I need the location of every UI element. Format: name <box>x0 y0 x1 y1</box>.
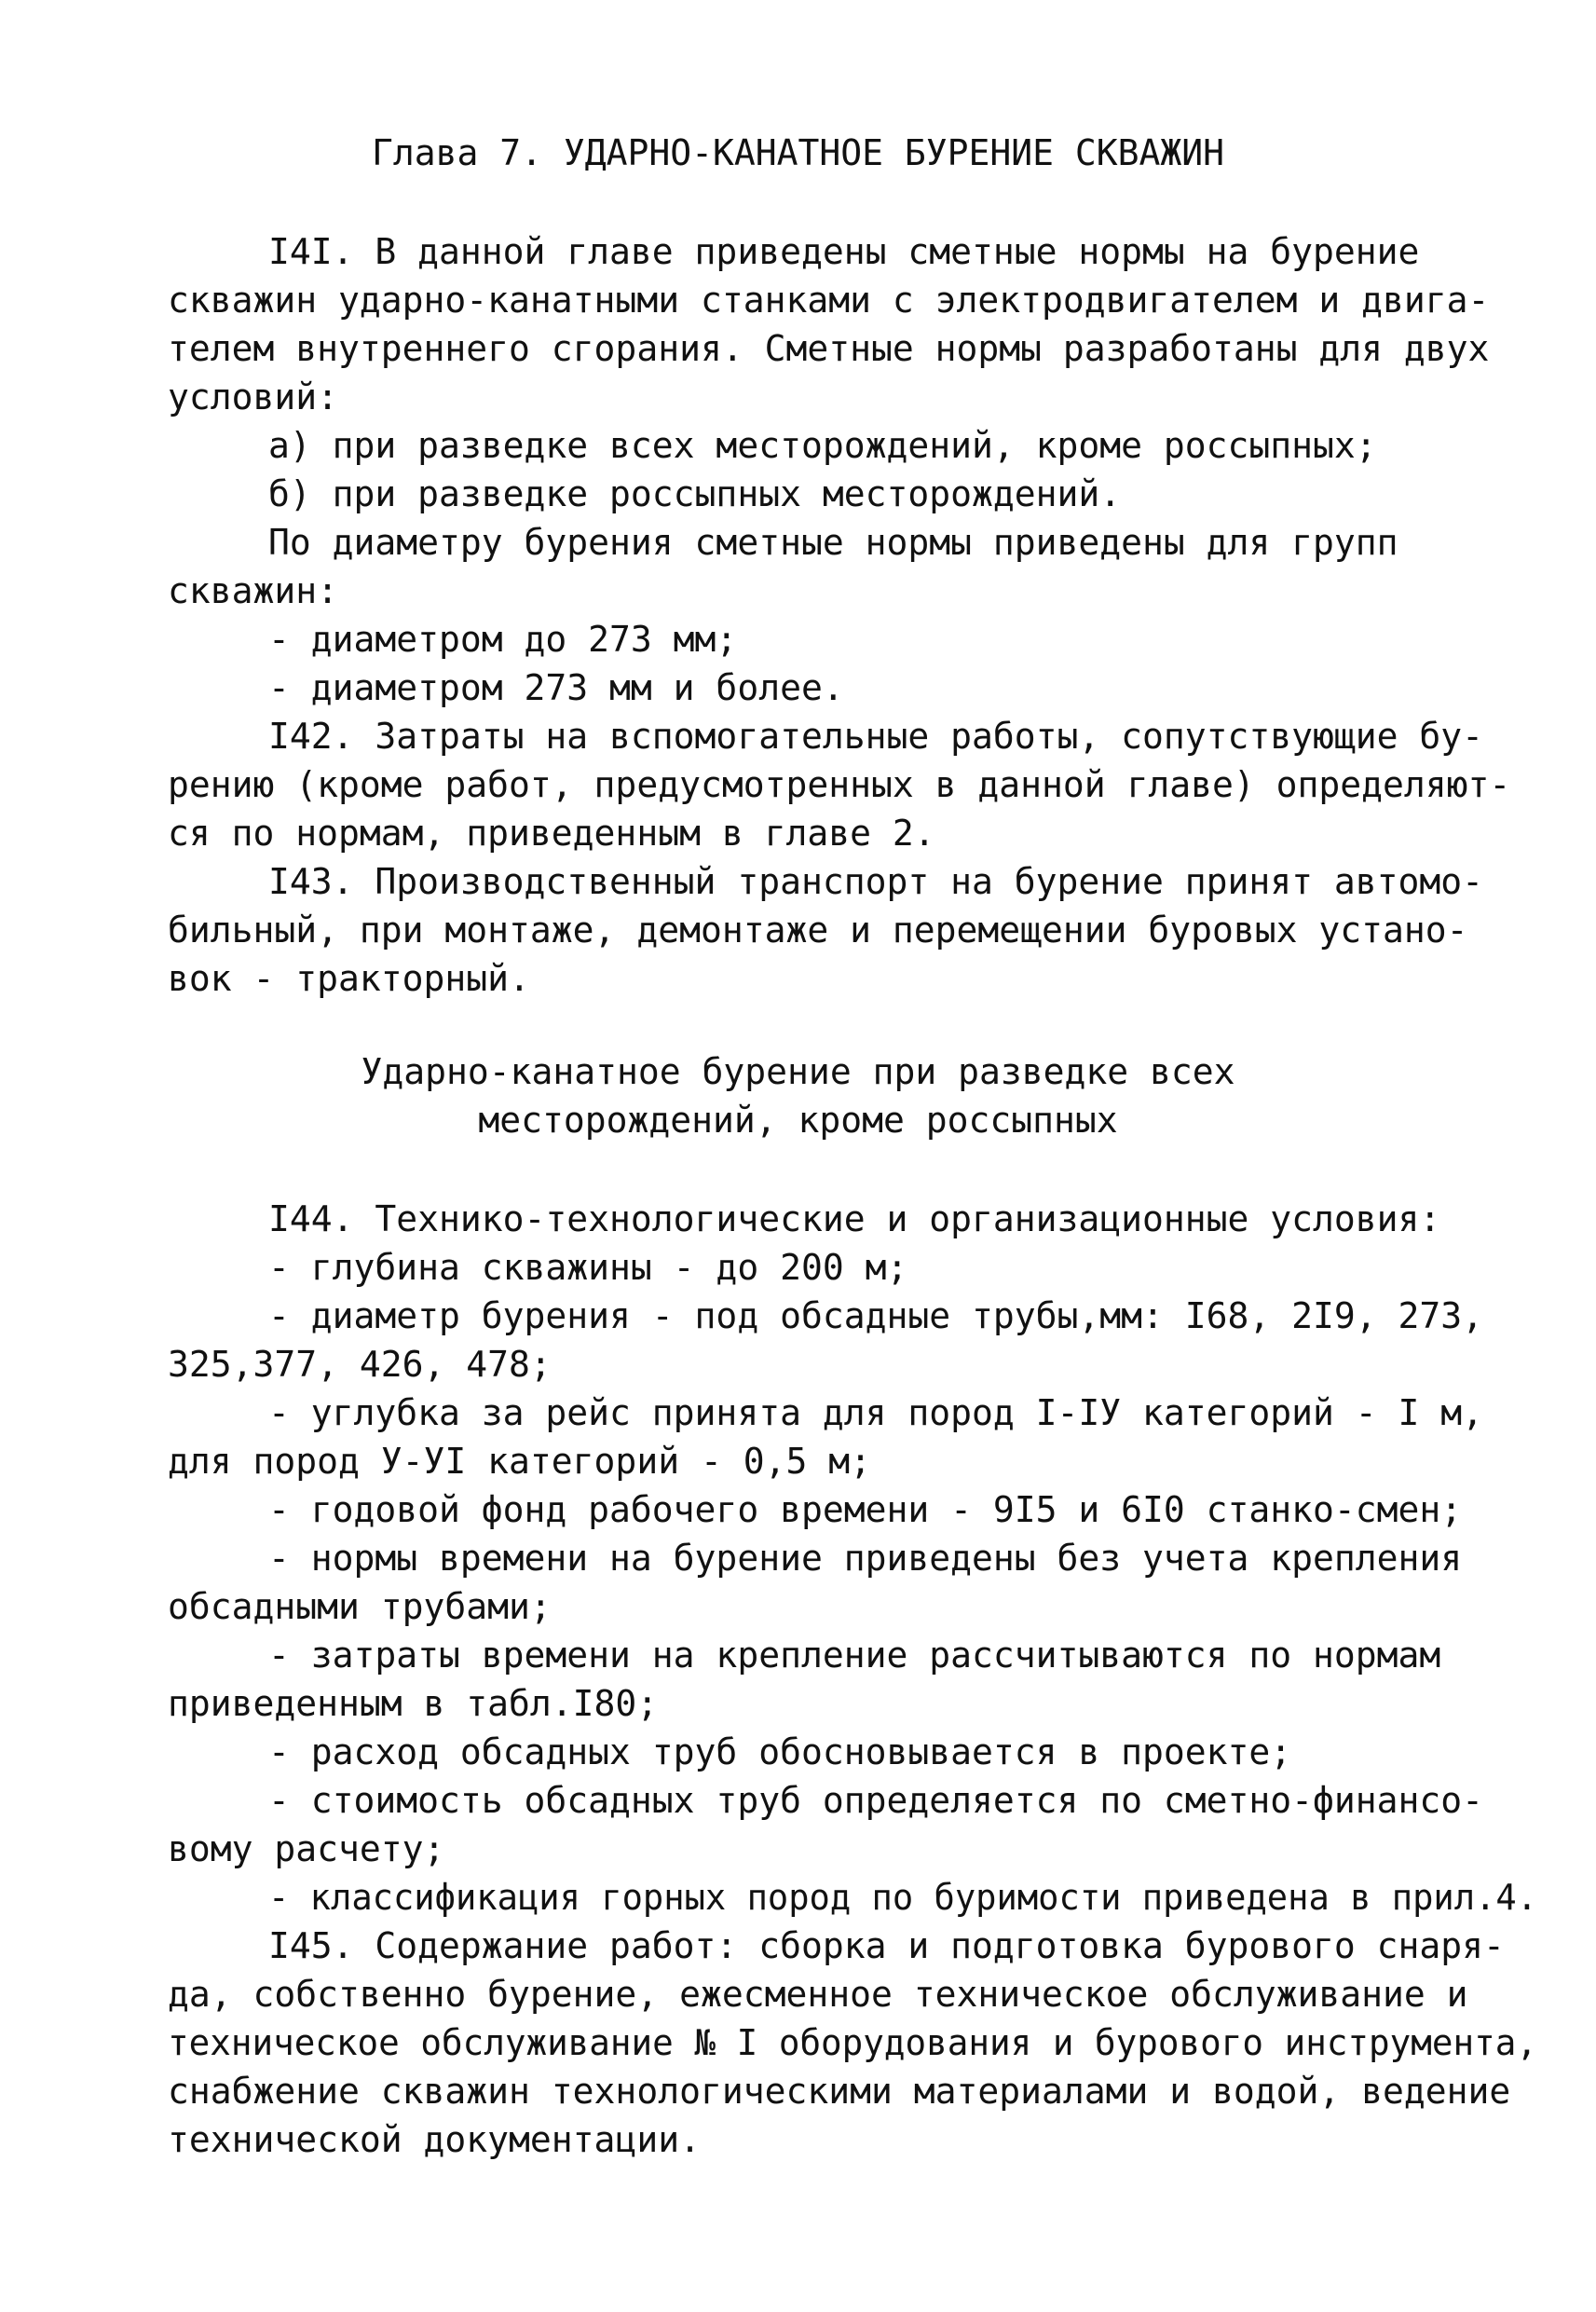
text-line: для пород У-УI категорий - 0,5 м; <box>168 1441 871 1482</box>
text-line: техническое обслуживание № I оборудования и бурового инструмента, <box>168 2022 1537 2063</box>
text-line: телем внутреннего сгорания. Сметные нормы разработаны для двух <box>168 328 1490 369</box>
text-line: вому расчету; <box>168 1828 445 1869</box>
text-line: - затраты времени на крепление рассчитываются по нормам <box>268 1635 1441 1676</box>
text-line: - нормы времени на бурение приведены без учета крепления <box>268 1538 1463 1579</box>
text-line: I45. Содержание работ: сборка и подготовка бурового снаря- <box>268 1925 1505 1966</box>
text-line: По диаметру бурения сметные нормы приведены для групп <box>268 522 1398 563</box>
text-line: а) при разведке всех месторождений, кроме россыпных; <box>268 425 1377 466</box>
text-line: приведенным в табл.I80; <box>168 1683 659 1724</box>
text-line: - глубина скважины - до 200 м; <box>268 1247 908 1288</box>
text-line: снабжение скважин технологическими материалами и водой, ведение <box>168 2071 1511 2112</box>
text-line: б) при разведке россыпных месторождений. <box>268 473 1122 514</box>
text-line: - стоимость обсадных труб определяется по сметно-финансо- <box>268 1780 1484 1821</box>
text-line: скважин: <box>168 570 339 611</box>
text-line: - классификация горных пород по буримости приведена в прил.4. <box>268 1877 1538 1918</box>
text-line: - диаметром 273 мм и более. <box>268 667 844 708</box>
text-line: обсадными трубами; <box>168 1586 552 1627</box>
text-line: I44. Технико-технологические и организационные условия: <box>268 1198 1441 1239</box>
chapter-title: Глава 7. УДАРНО-КАНАТНОЕ БУРЕНИЕ СКВАЖИН <box>371 132 1225 173</box>
text-line: I43. Производственный транспорт на бурение принят автомо- <box>268 861 1484 902</box>
section-heading: Ударно-канатное бурение при разведке всех <box>361 1051 1235 1092</box>
text-line: вок - тракторный. <box>168 958 530 999</box>
text-line: скважин ударно-канатными станками с электродвигателем и двига- <box>168 280 1490 321</box>
text-line: ся по нормам, приведенным в главе 2. <box>168 813 935 854</box>
text-line: - расход обсадных труб обосновывается в проекте; <box>268 1731 1292 1772</box>
text-line: условий: <box>168 376 339 417</box>
text-line: технической документации. <box>168 2119 701 2160</box>
text-line: - углубка за рейс принята для пород I-IУ категорий - I м, <box>268 1392 1484 1433</box>
text-line: 325,377, 426, 478; <box>168 1344 552 1385</box>
text-line: рению (кроме работ, предусмотренных в данной главе) определяют- <box>168 764 1511 805</box>
text-line: - диаметром до 273 мм; <box>268 619 738 660</box>
section-heading: месторождений, кроме россыпных <box>478 1100 1118 1141</box>
text-line: I4I. В данной главе приведены сметные нормы на бурение <box>268 231 1420 272</box>
text-line: - годовой фонд рабочего времени - 9I5 и 6I0 станко-смен; <box>268 1489 1463 1530</box>
text-line: - диаметр бурения - под обсадные трубы,мм: I68, 2I9, 273, <box>268 1295 1484 1336</box>
text-line: I42. Затраты на вспомогательные работы, сопутствующие бу- <box>268 716 1484 757</box>
text-line: бильный, при монтаже, демонтаже и перемещении буровых устано- <box>168 910 1468 951</box>
text-line: да, собственно бурение, ежесменное техническое обслуживание и <box>168 1974 1468 2015</box>
